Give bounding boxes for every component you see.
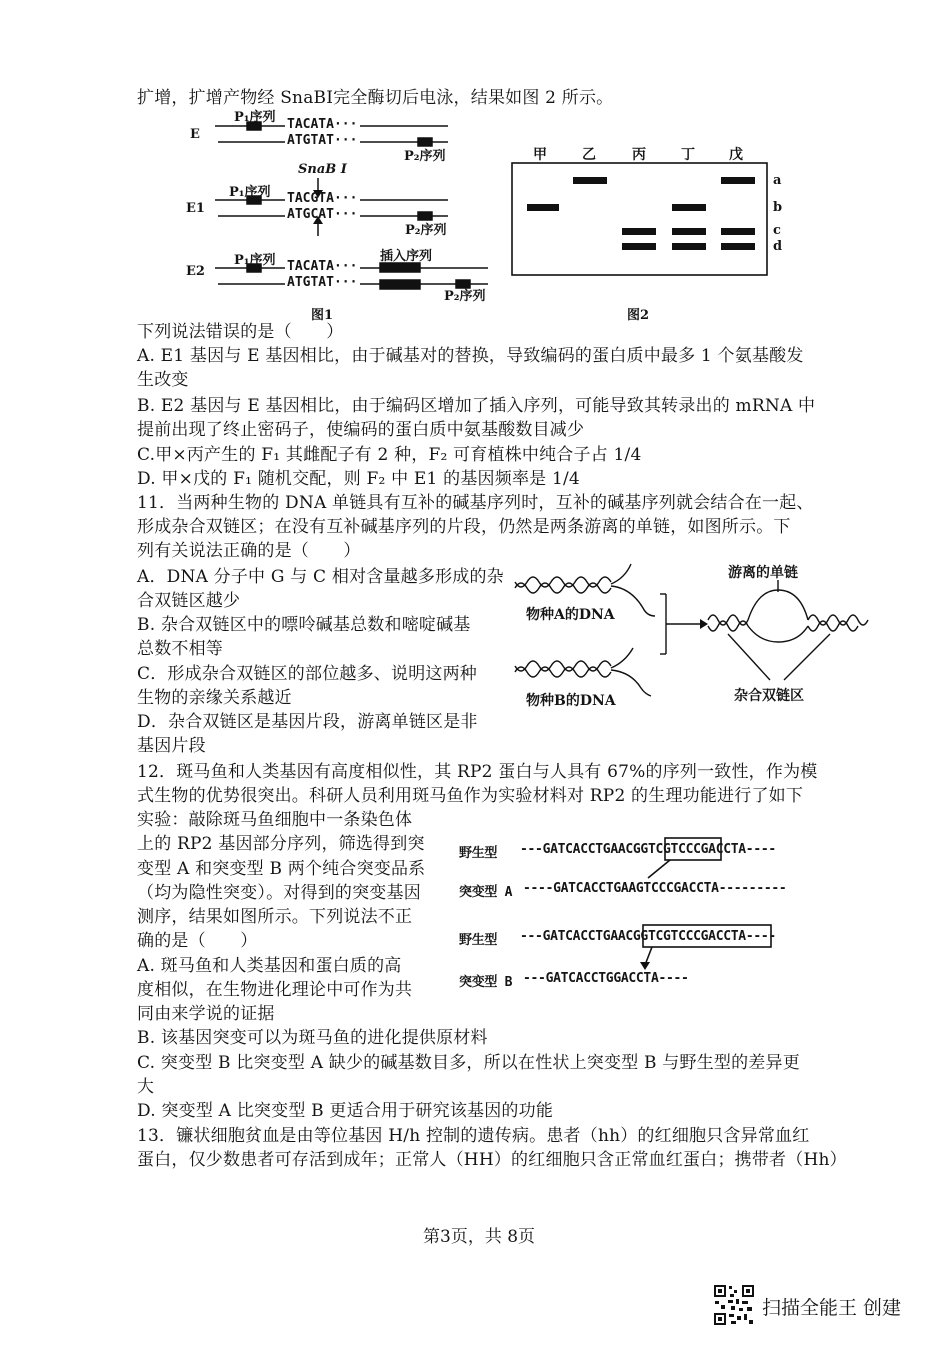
q11-dna-b-label: 物种B的DNA [526, 693, 616, 709]
q11-option-a-cont: 合双链区越少 [137, 591, 241, 611]
fig1-seq-e-top: TACATA··· [287, 117, 358, 132]
q12-option-b: B. 该基因突变可以为斑马鱼的进化提供原材料 [137, 1028, 488, 1048]
fig1-seq-e2-top: TACATA··· [287, 259, 358, 274]
fig1-label-e1: E1 [186, 201, 205, 216]
q11-option-d-cont: 基因片段 [137, 736, 206, 756]
gel-lane-label: 丙 [632, 147, 646, 163]
q12-wildtype2-label: 野生型 [459, 933, 498, 948]
q11-stem-line1: 11．当两种生物的 DNA 单链具有互补的碱基序列时，互补的碱基序列就会结合在一起、 [137, 493, 814, 513]
fig1-caption: 图1 [311, 308, 334, 323]
q11-option-c-cont: 生物的亲缘关系越近 [137, 688, 292, 708]
gel-band [721, 177, 755, 184]
q10-option-b: B. E2 基因与 E 基因相比，由于编码区增加了插入序列，可能导致其转录出的 mRNA 中 [137, 396, 816, 416]
gel-band [721, 243, 755, 250]
q12-wildtype2-seq: ---GATCACCTGAACGGTCGTCCCGACCTA---- [520, 929, 776, 944]
q12-mutantB-seq: ---GATCACCTGGACCTA---- [523, 971, 689, 986]
q12-stem-line5: 变型 A 和突变型 B 两个纯合突变品系 [137, 859, 426, 879]
fig1-p2-label: P₂序列 [404, 149, 446, 164]
fig2-caption: 图2 [627, 308, 650, 323]
fig1-seq-e2-bot: ATGTAT··· [287, 275, 358, 290]
q10-option-d: D. 甲×戊的 F₁ 随机交配，则 F₂ 中 E1 的基因频率是 1/4 [137, 469, 580, 489]
fig1-insert-label: 插入序列 [380, 249, 433, 264]
scanner-watermark: 扫描全能王 创建 [762, 1297, 902, 1319]
q11-option-b-cont: 总数不相等 [137, 639, 223, 659]
q10-option-a-cont: 生改变 [137, 370, 189, 390]
fig1-p2-label: P₂序列 [444, 289, 486, 304]
gel-lane-label: 甲 [533, 147, 547, 163]
q12-wildtype1-seq: ---GATCACCTGAACGGTCGTCCCGACCTA---- [520, 842, 776, 857]
q13-stem-line1: 13．镰状细胞贫血是由等位基因 H/h 控制的遗传病。患者（hh）的红细胞只含异常血红 [137, 1126, 810, 1146]
gel-band-label: d [773, 239, 783, 254]
q10-option-b-cont: 提前出现了终止密码子，使编码的蛋白质中氨基酸数目减少 [137, 420, 585, 440]
gel-band-label: a [773, 173, 782, 188]
q12-option-d: D. 突变型 A 比突变型 B 更适合用于研究该基因的功能 [137, 1101, 554, 1121]
q12-seq-marks [640, 838, 771, 970]
q12-stem-line8: 确的是（ ） [137, 931, 258, 951]
fig1-p1-label: P₁序列 [229, 185, 271, 200]
gel-band [622, 228, 656, 235]
gel-band [573, 177, 607, 184]
q11-dna-a-label: 物种A的DNA [526, 607, 615, 623]
q10-option-a: A. E1 基因与 E 基因相比，由于碱基对的替换，导致编码的蛋白质中最多 1 个氨基酸发 [137, 346, 804, 366]
q12-option-a-cont: 度相似，在生物进化理论中可作为共 [137, 980, 413, 1000]
q12-stem-line6: （均为隐性突变）。对得到的突变基因 [137, 883, 421, 903]
gel-lane-label: 丁 [681, 147, 695, 163]
fig1-label-e: E [190, 127, 200, 142]
gel-band-label: c [773, 223, 781, 238]
gel-band [672, 243, 706, 250]
q12-stem-line2: 式生物的优势很突出。科研人员利用斑马鱼作为实验材料对 RP2 的生理功能进行了如下 [137, 786, 804, 806]
fig1-p1-label: P₁序列 [234, 110, 276, 125]
fig1-label-e2: E2 [186, 264, 205, 279]
q12-option-c: C. 突变型 B 比突变型 A 缺少的碱基数目多，所以在性状上突变型 B 与野生型的差异更 [137, 1053, 800, 1073]
q10-option-c: C.甲×丙产生的 F₁ 其雌配子有 2 种，F₂ 可育植株中纯合子占 1/4 [137, 445, 642, 465]
q11-option-d: D．杂合双链区是基因片段，游离单链区是非 [137, 712, 478, 732]
q10-stem: 下列说法错误的是（ ） [137, 322, 344, 342]
fig1-snab-label: SnaB Ⅰ [298, 162, 347, 177]
q12-mutantA-seq: ----GATCACCTGAAGTCCCGACCTA--------- [523, 881, 787, 896]
gel-band [622, 243, 656, 250]
q12-stem-line4: 上的 RP2 基因部分序列，筛选得到突 [137, 834, 425, 854]
q11-free-strand-label: 游离的单链 [728, 565, 798, 581]
q12-mutantB-label: 突变型 B [459, 975, 513, 990]
q11-option-a: A．DNA 分子中 G 与 C 相对含量越多形成的杂 [137, 567, 504, 587]
q12-option-c-cont: 大 [137, 1077, 155, 1097]
page-number: 第3页，共 8页 [423, 1227, 536, 1247]
q11-hybrid-label: 杂合双链区 [734, 688, 804, 704]
q12-wildtype1-label: 野生型 [459, 846, 498, 861]
fig1-seq-e1-bot: ATGCAT··· [287, 207, 358, 222]
q11-stem-line2: 形成杂合双链区；在没有互补碱基序列的片段，仍然是两条游离的单链，如图所示。下 [137, 517, 791, 537]
q12-option-a-cont2: 同由来学说的证据 [137, 1004, 275, 1024]
fig1-p2-label: P₂序列 [405, 223, 447, 238]
gel-band [672, 204, 706, 211]
q11-option-b: B. 杂合双链区中的嘌呤碱基总数和嘧啶碱基 [137, 615, 471, 635]
q11-option-c: C．形成杂合双链区的部位越多、说明这两种 [137, 664, 478, 684]
q12-mutantA-label: 突变型 A [459, 885, 513, 900]
q12-stem-line1: 12．斑马鱼和人类基因有高度相似性，其 RP2 蛋白与人具有 67%的序列一致性，作为模 [137, 762, 818, 782]
q13-stem-line2: 蛋白，仅少数患者可存活到成年；正常人（HH）的红细胞只含正常血红蛋白；携带者（Hh） [137, 1150, 847, 1170]
gel-band [527, 204, 559, 211]
q11-hybrid-figure [515, 564, 868, 696]
gel-band [721, 228, 755, 235]
gel-band [672, 228, 706, 235]
fig1-p1-label: P₁序列 [234, 253, 276, 268]
q11-stem-line3: 列有关说法正确的是（ ） [137, 541, 361, 561]
q12-stem-line3: 实验：敲除斑马鱼细胞中一条染色体 [137, 810, 413, 830]
fig2-gel [512, 163, 767, 275]
intro-line: 扩增，扩增产物经 SnaBI完全酶切后电泳，结果如图 2 所示。 [137, 88, 614, 108]
fig1-seq-e1-top: TACGTA··· [287, 191, 358, 206]
q12-option-a: A. 斑马鱼和人类基因和蛋白质的高 [137, 956, 402, 976]
qr-code-icon [713, 1284, 755, 1326]
gel-lane-label: 戊 [729, 147, 743, 163]
gel-band-label: b [773, 200, 783, 215]
gel-lane-label: 乙 [582, 147, 596, 163]
q12-stem-line7: 测序，结果如图所示。下列说法不正 [137, 907, 413, 927]
fig1-seq-e-bot: ATGTAT··· [287, 133, 358, 148]
